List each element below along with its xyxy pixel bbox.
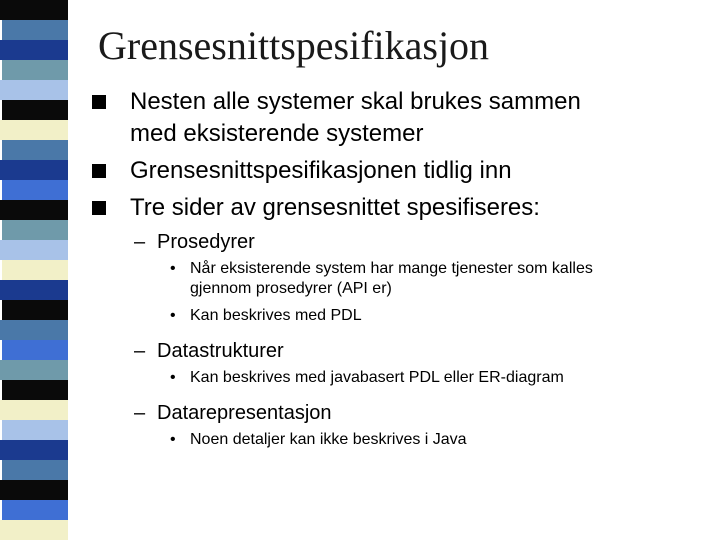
slide-content [92, 86, 712, 452]
stripe-block [0, 520, 68, 540]
square-bullet-icon [92, 201, 106, 215]
sub-sub-bullet-item [170, 306, 712, 326]
stripe-block [0, 320, 68, 340]
stripe-block [2, 20, 68, 40]
stripe-block [2, 500, 68, 520]
stripe-block [0, 0, 68, 20]
stripe-block [2, 180, 68, 200]
sub-sub-bullet-text: Kan beskrives med javabasert PDL eller ER-diagram [190, 369, 564, 386]
dot-marker: • [170, 369, 176, 386]
stripe-block [2, 140, 68, 160]
stripe-block [0, 440, 68, 460]
bullet-text: Grensesnittspesifikasjonen tidlig inn [130, 157, 512, 184]
stripe-block [2, 420, 68, 440]
bullet-item [92, 155, 712, 187]
stripe-block [2, 460, 68, 480]
sub-sub-bullet-text: Noen detaljer kan ikke beskrives i Java [190, 431, 467, 448]
sub-sub-bullet-text: Når eksisterende system har mange tjenester som kalles [190, 260, 593, 277]
sub-bullet-item [134, 338, 712, 364]
bullet-text: Tre sider av grensesnittet spesifiseres: [130, 194, 540, 221]
bullet-text: Nesten alle systemer skal brukes sammen [130, 88, 581, 115]
dash-marker: – [134, 402, 146, 424]
stripe-block [2, 300, 68, 320]
dash-marker: – [134, 231, 146, 253]
bullet-text-continued: med eksisterende systemer [130, 120, 424, 147]
bullet-item [92, 192, 712, 224]
stripe-block [2, 340, 68, 360]
sub-sub-bullet-item [170, 430, 712, 450]
stripe-block [2, 60, 68, 80]
stripe-block [0, 120, 68, 140]
dot-marker: • [170, 260, 176, 277]
bullet-item [92, 86, 712, 150]
sub-bullet-text: Datastrukturer [157, 340, 284, 362]
stripe-block [0, 80, 68, 100]
sub-sub-bullet-item [170, 368, 712, 388]
dot-marker: • [170, 431, 176, 448]
sub-bullet-text: Datarepresentasjon [157, 402, 332, 424]
stripe-block [0, 360, 68, 380]
square-bullet-icon [92, 95, 106, 109]
slide-title: Grensesnittspesifikasjon [98, 23, 490, 68]
stripe-block [0, 240, 68, 260]
sub-bullet-item [134, 229, 712, 255]
sub-bullet-text: Prosedyrer [157, 231, 255, 253]
stripe-block [2, 220, 68, 240]
dot-marker: • [170, 307, 176, 324]
stripe-block [0, 480, 68, 500]
decorative-stripe [0, 0, 70, 540]
dash-marker: – [134, 340, 146, 362]
sub-bullet-item [134, 400, 712, 426]
square-bullet-icon [92, 164, 106, 178]
sub-sub-bullet-item [170, 259, 712, 299]
stripe-block [0, 40, 68, 60]
stripe-block [2, 260, 68, 280]
stripe-block [2, 380, 68, 400]
stripe-block [0, 280, 68, 300]
stripe-block [2, 100, 68, 120]
sub-sub-bullet-text: Kan beskrives med PDL [190, 307, 362, 324]
stripe-block [0, 200, 68, 220]
sub-sub-bullet-text-continued: gjennom prosedyrer (API er) [190, 280, 392, 297]
stripe-block [0, 400, 68, 420]
stripe-block [0, 160, 68, 180]
